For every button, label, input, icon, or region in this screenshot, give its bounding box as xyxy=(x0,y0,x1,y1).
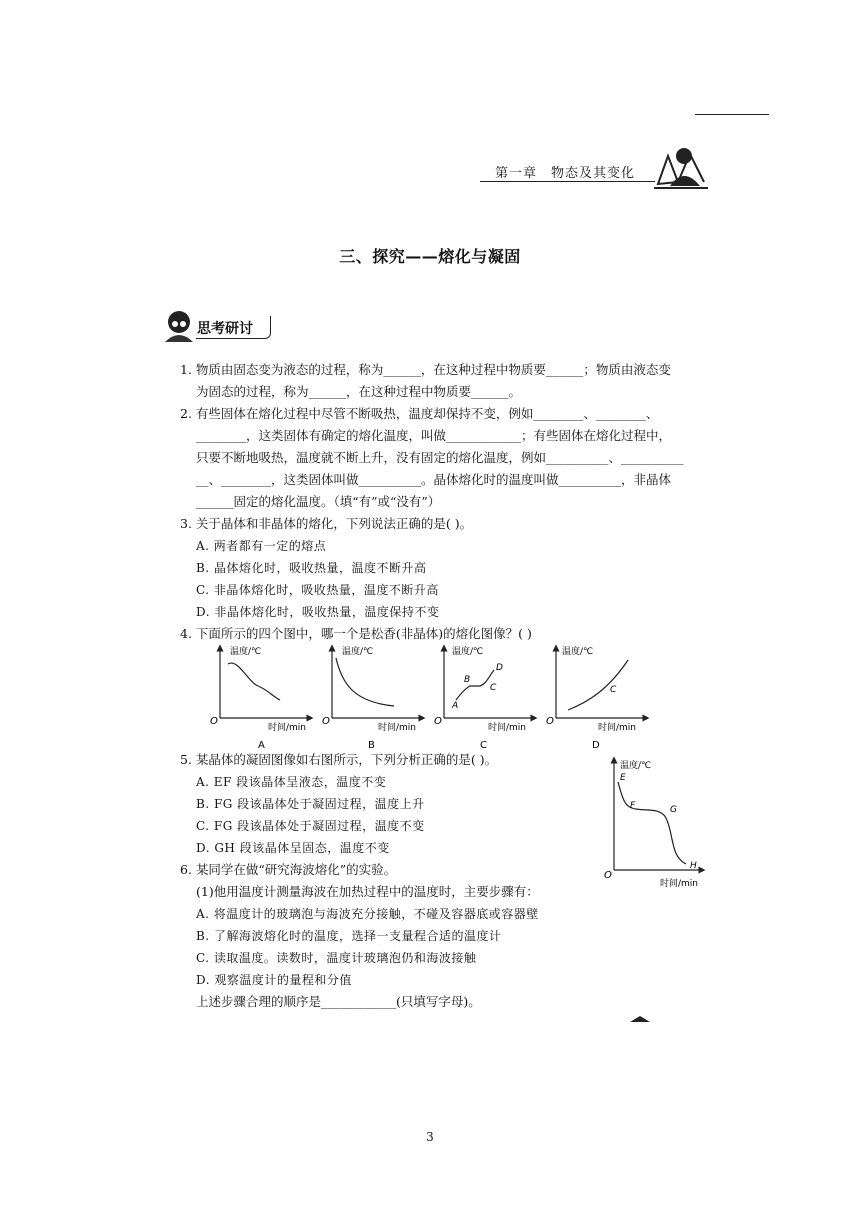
graph-d-caption: D xyxy=(592,740,600,751)
q5-option-c: C. FG 段该晶体处于凝固过程，温度不变 xyxy=(196,819,425,833)
q5-option-a: A. EF 段该晶体呈液态，温度不变 xyxy=(196,775,387,789)
graph-b-origin: O xyxy=(322,716,330,727)
graph-b-caption: B xyxy=(368,740,375,751)
graph-b-ylabel: 温度/℃ xyxy=(342,647,374,657)
reading-character-icon xyxy=(650,142,712,192)
q5-point-e: E xyxy=(620,773,626,783)
graph-b xyxy=(322,645,422,751)
graph-c-point-c: C xyxy=(490,683,497,693)
q5-point-h: H xyxy=(690,861,697,871)
graph-a-ylabel: 温度/℃ xyxy=(230,647,262,657)
q6-step-a: A. 将温度计的玻璃泡与海波充分接触，不碰及容器底或容器壁 xyxy=(196,907,539,921)
section-bracket xyxy=(196,316,271,339)
graph-d-origin: O xyxy=(546,716,554,727)
student-mascot-icon xyxy=(160,308,198,344)
q5-point-f: F xyxy=(630,801,636,811)
graph-a-xlabel: 时间/min xyxy=(268,723,307,733)
q6-stem: 6. 某同学在做“研究海波熔化”的实验。 xyxy=(180,862,397,877)
q2-line2: ________，这类固体有确定的熔化温度，叫做____________；有些固体在熔化过程中， xyxy=(196,428,672,443)
graph-c-point-d: D xyxy=(496,663,503,673)
q3-stem: 3. 关于晶体和非晶体的熔化，下列说法正确的是( )。 xyxy=(180,516,473,531)
graph-b-xlabel: 时间/min xyxy=(378,723,417,733)
graph-c-point-b: B xyxy=(464,675,471,685)
q5-point-g: G xyxy=(670,805,677,815)
graph-d-curve xyxy=(568,660,628,710)
q2-line1: 2. 有些固体在熔化过程中尽管不断吸热，温度却保持不变，例如________、________、 xyxy=(180,406,659,421)
graph-d-ylabel: 温度/℃ xyxy=(562,647,594,657)
graph-d-point-c: C xyxy=(610,685,617,695)
q5-xlabel: 时间/min xyxy=(660,879,699,889)
q5-ylabel: 温度/℃ xyxy=(620,761,652,771)
graph-d xyxy=(546,645,646,751)
q2-line4: __、________，这类固体叫做__________。晶体熔化时的温度叫做__________，非晶体 xyxy=(196,472,672,487)
section-heading: 思考研讨 xyxy=(197,321,253,337)
q1-line2: 为固态的过程，称为______，在这种过程中物质要______。 xyxy=(196,384,522,399)
q3-option-c: C. 非晶体熔化时，吸收热量，温度不断升高 xyxy=(196,583,439,597)
chapter-header: 第一章 物态及其变化 xyxy=(495,166,636,181)
q6-step-d: D. 观察温度计的量程和分值 xyxy=(196,973,352,987)
graph-d-xlabel: 时间/min xyxy=(598,723,637,733)
q5-origin: O xyxy=(604,870,612,881)
graph-a-curve xyxy=(228,663,280,700)
q6-sub1: (1)他用温度计测量海波在加热过程中的温度时，主要步骤有： xyxy=(196,884,539,899)
q6-step-b: B. 了解海波熔化时的温度，选择一支量程合适的温度计 xyxy=(196,929,502,943)
graph-c-origin: O xyxy=(434,716,442,727)
graph-c-curve xyxy=(456,670,494,700)
q5-stem: 5. 某晶体的凝固图像如右图所示，下列分析正确的是( )。 xyxy=(180,752,498,767)
q4-graphs xyxy=(208,644,708,752)
graph-c-caption: C xyxy=(480,740,487,751)
q5-solidification-graph xyxy=(604,756,708,890)
q4-stem: 4. 下面所示的四个图中，哪一个是松香(非晶体)的熔化图像？( ) xyxy=(180,626,532,641)
graph-b-curve xyxy=(336,658,394,706)
q3-option-d: D. 非晶体熔化时，吸收热量，温度保持不变 xyxy=(196,605,440,619)
q3-option-b: B. 晶体熔化时，吸收热量，温度不断升高 xyxy=(196,561,427,575)
header-underline xyxy=(480,181,655,182)
q5-option-b: B. FG 段该晶体处于凝固过程，温度上升 xyxy=(196,797,425,811)
graph-c xyxy=(434,645,534,751)
q2-line5: ______固定的熔化温度。（填“有”或“没有”） xyxy=(196,494,441,509)
graph-c-ylabel: 温度/℃ xyxy=(452,647,484,657)
graph-c-point-a: A xyxy=(452,701,459,711)
page-number: 3 xyxy=(426,1130,434,1144)
page-title: 三、探究——熔化与凝固 xyxy=(339,247,521,266)
graph-a xyxy=(210,645,310,751)
graph-c-xlabel: 时间/min xyxy=(488,723,527,733)
q5-option-d: D. GH 段该晶体呈固态，温度不变 xyxy=(196,841,390,855)
q6-order: 上述步骤合理的顺序是____________(只填写字母)。 xyxy=(196,994,481,1009)
graph-a-caption: A xyxy=(258,740,265,751)
q2-line3: 只要不断地吸热，温度就不断上升，没有固定的熔化温度，例如__________、__________ xyxy=(196,450,684,465)
q1-line1: 1. 物质由固态变为液态的过程，称为______，在这种过程中物质要______；物质由液态变 xyxy=(180,362,671,377)
q5-curve xyxy=(618,782,686,864)
page-turn-icon xyxy=(628,1012,652,1024)
top-rule xyxy=(695,114,769,115)
q6-step-c: C. 读取温度。读数时，温度计玻璃泡仍和海波接触 xyxy=(196,951,477,965)
q3-option-a: A. 两者都有一定的熔点 xyxy=(196,539,327,553)
graph-a-origin: O xyxy=(210,716,218,727)
